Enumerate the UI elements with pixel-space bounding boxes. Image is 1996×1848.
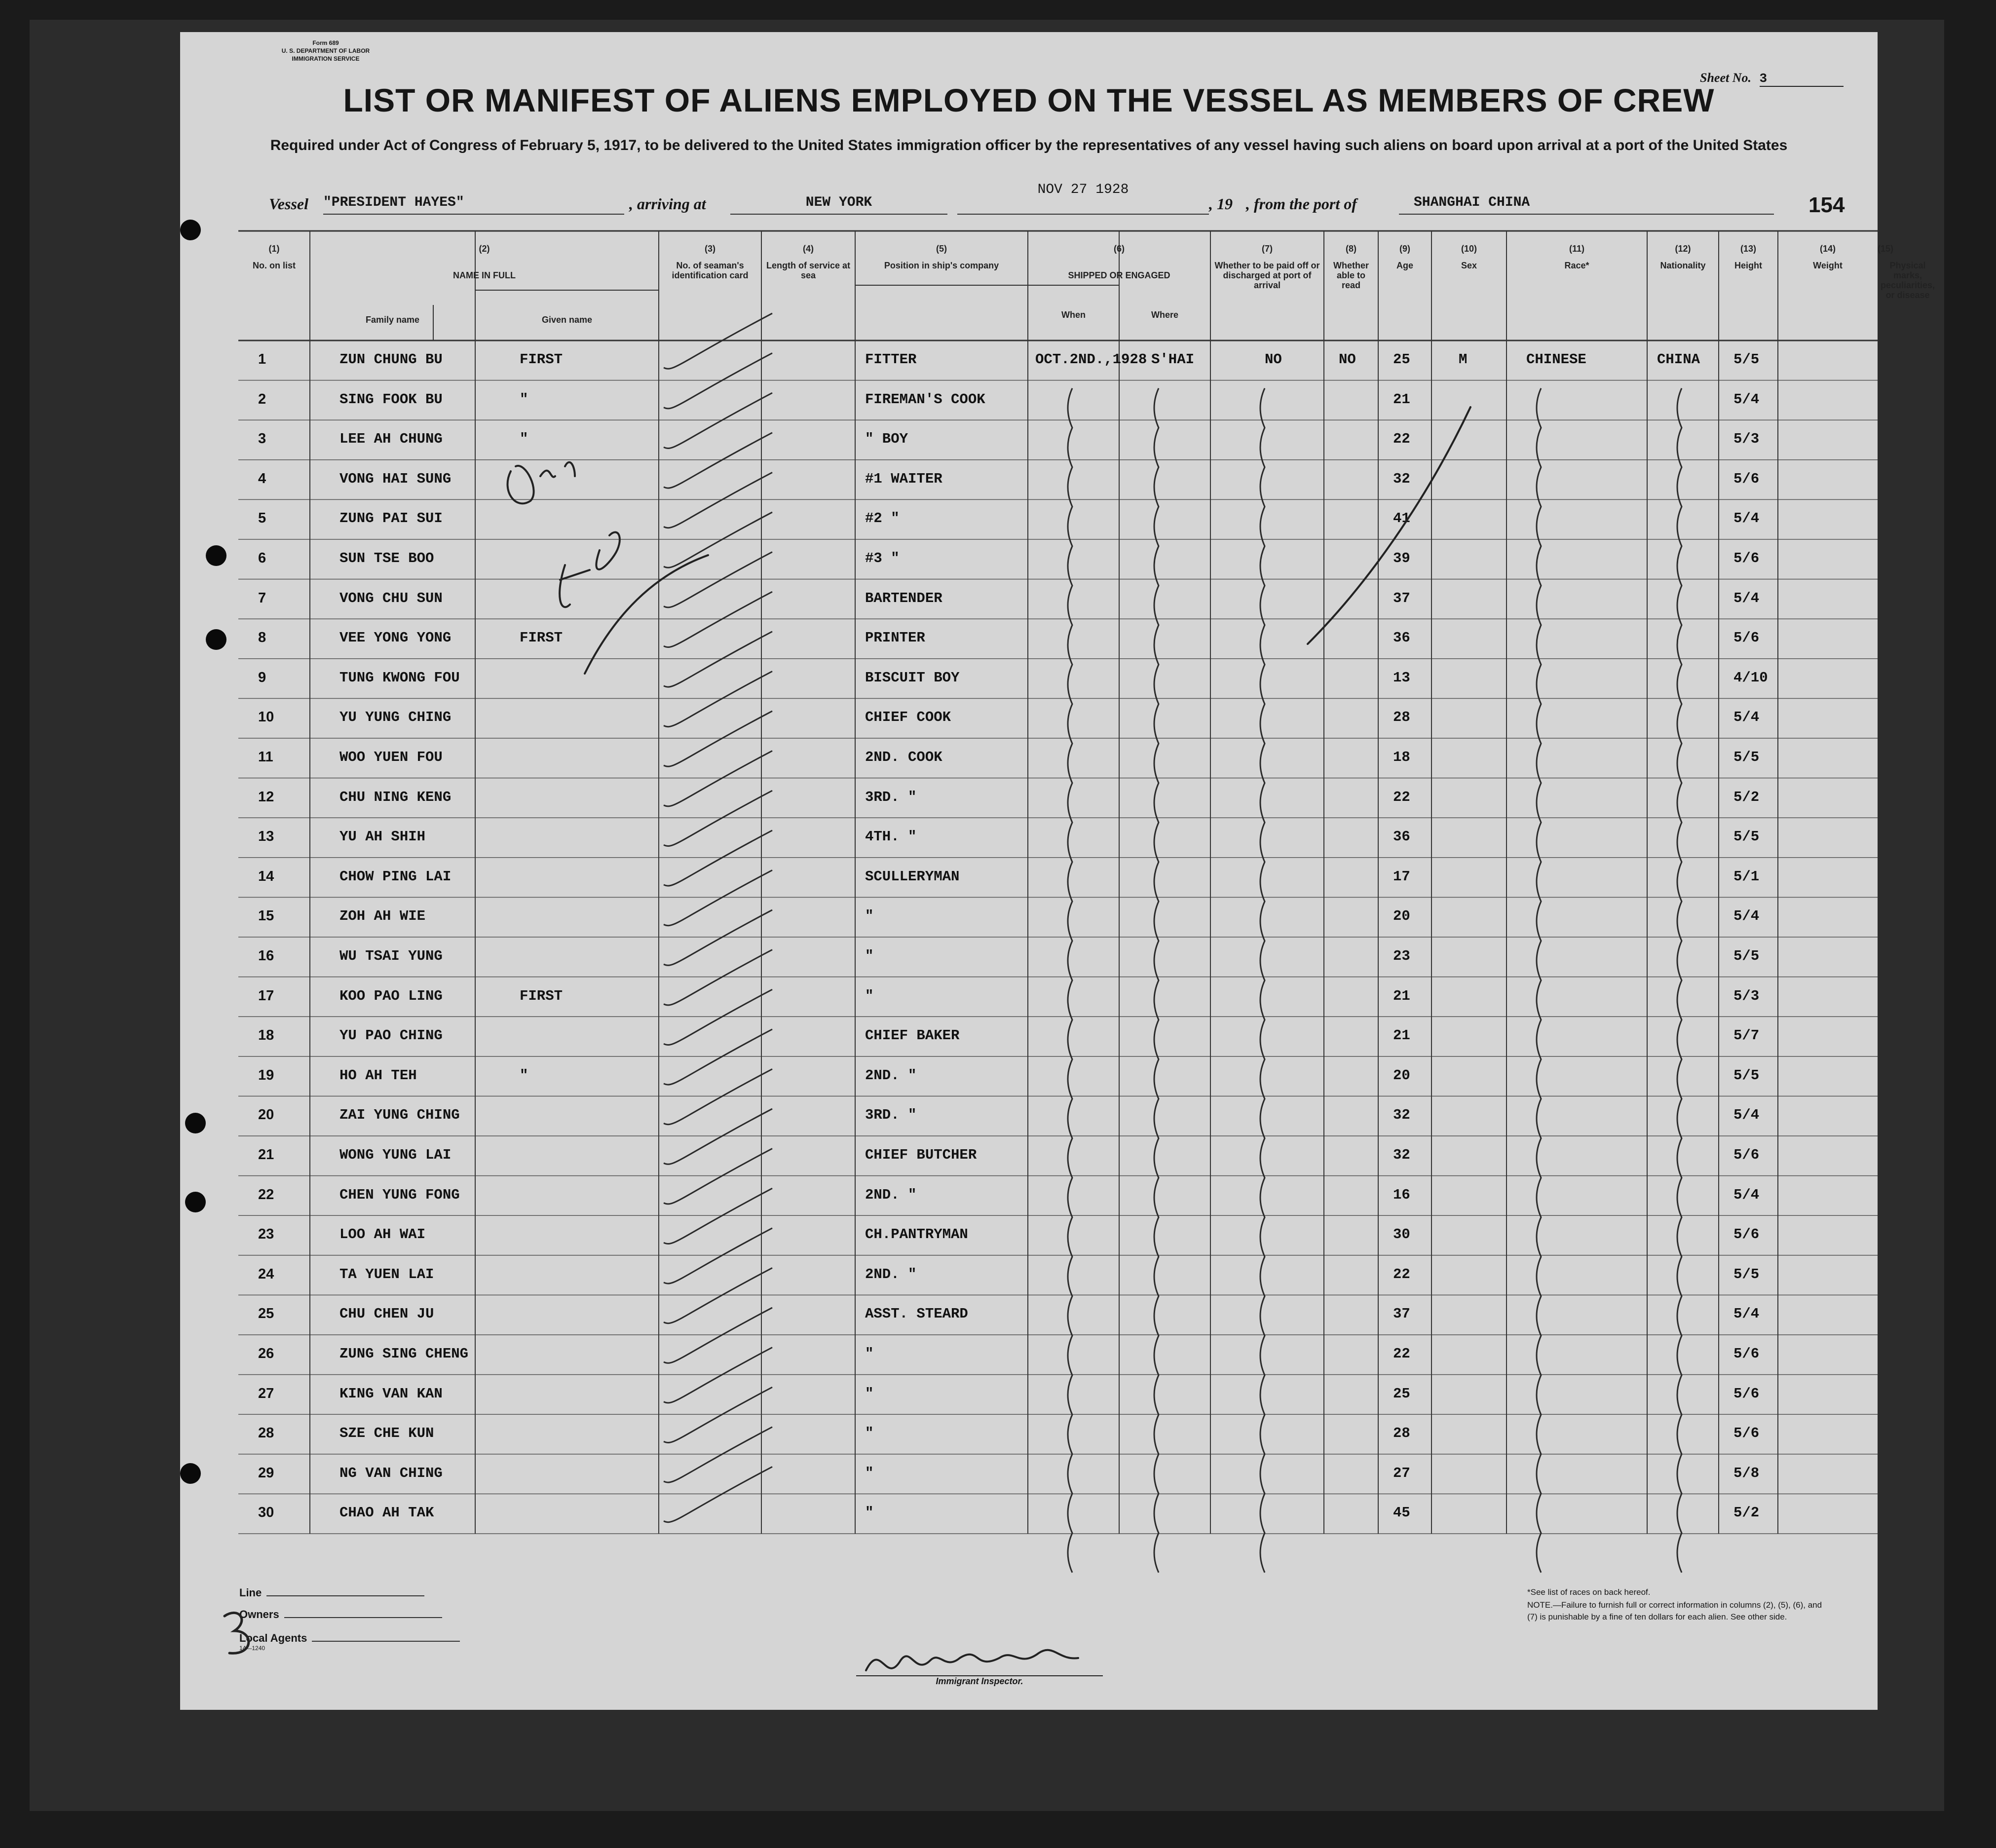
row-number: 3	[258, 431, 266, 447]
handwritten-marks	[180, 32, 1878, 1710]
height: 5/2	[1733, 789, 1760, 805]
family-name: TA YUEN LAI	[339, 1266, 434, 1282]
age: 28	[1393, 1425, 1410, 1442]
height: 5/5	[1733, 749, 1760, 765]
family-name: SZE CHE KUN	[339, 1425, 434, 1442]
sheet-number-label: Sheet No.	[1700, 71, 1751, 85]
note-races: *See list of races on back hereof.	[1527, 1587, 1651, 1597]
family-name: KING VAN KAN	[339, 1385, 443, 1402]
note-penalty: NOTE.—Failure to furnish full or correct information in columns (2), (5), (6), and (7) is punishable by a fine of ten dollars for each alien. See other side.	[1527, 1600, 1822, 1622]
row-number: 29	[258, 1465, 274, 1481]
pencil-scribble	[585, 555, 708, 674]
given-name: FIRST	[520, 351, 563, 368]
family-name: VONG HAI SUNG	[339, 470, 452, 487]
row-number: 7	[258, 590, 266, 606]
handwritten-annotation-taken	[560, 532, 620, 607]
height: 5/5	[1733, 1067, 1760, 1084]
column-header: Length of service at sea	[766, 261, 851, 280]
column-header: No. of seaman's identification card	[672, 261, 749, 280]
height: 5/4	[1733, 1186, 1760, 1203]
able-to-read: NO	[1339, 351, 1356, 368]
agents-label: Local Agents	[239, 1632, 307, 1644]
row-number: 1	[258, 351, 266, 367]
age: 17	[1393, 868, 1410, 885]
height: 5/6	[1733, 1147, 1760, 1163]
arriving-label: , arriving at	[629, 195, 706, 213]
punch-hole	[180, 220, 201, 240]
row-number: 11	[258, 749, 273, 765]
given-name: "	[520, 431, 528, 448]
age: 23	[1393, 948, 1410, 964]
row-number: 10	[258, 709, 274, 725]
position: "	[865, 1465, 874, 1481]
age: 18	[1393, 749, 1410, 765]
height: 5/4	[1733, 709, 1760, 726]
row-number: 15	[258, 908, 274, 924]
height: 5/4	[1733, 1107, 1760, 1124]
footer-line-field	[239, 1586, 424, 1599]
family-name: CHEN YUNG FONG	[339, 1186, 460, 1203]
position: 2ND. "	[865, 1266, 917, 1282]
height: 5/4	[1733, 510, 1760, 527]
height: 5/6	[1733, 550, 1760, 566]
height: 4/10	[1733, 669, 1768, 686]
position: "	[865, 908, 874, 925]
row-number: 13	[258, 829, 274, 845]
age: 21	[1393, 1027, 1410, 1044]
age: 32	[1393, 470, 1410, 487]
column-header: Position in ship's company	[884, 261, 999, 270]
family-name: WU TSAI YUNG	[339, 948, 443, 964]
row-number: 20	[258, 1107, 274, 1123]
row-number: 17	[258, 987, 274, 1004]
age: 22	[1393, 431, 1410, 448]
form-number: Form 689	[312, 39, 339, 46]
position: "	[865, 1505, 874, 1521]
height: 5/2	[1733, 1505, 1760, 1521]
family-name: LOO AH WAI	[339, 1226, 426, 1243]
column-number: (12)	[1675, 244, 1691, 254]
sex: M	[1459, 351, 1468, 368]
inspector-label: Immigrant Inspector.	[856, 1675, 1103, 1687]
manifest-sheet	[180, 32, 1935, 1710]
given-name: FIRST	[520, 630, 563, 646]
service-name: IMMIGRATION SERVICE	[292, 55, 360, 62]
age: 28	[1393, 709, 1410, 726]
column-subheader: When	[1061, 310, 1086, 320]
row-number: 27	[258, 1385, 274, 1401]
year-label: , 19	[1209, 195, 1233, 213]
column-header: No. on list	[253, 261, 296, 270]
family-name: LEE AH CHUNG	[339, 431, 443, 448]
sheet-number-value: 3	[1760, 71, 1844, 87]
height: 5/8	[1733, 1465, 1760, 1481]
height: 5/3	[1733, 987, 1760, 1004]
position: FITTER	[865, 351, 917, 368]
document-subtitle: Required under Act of Congress of February 5, 1917, to be delivered to the United States immigration officer by the representatives of any vessel having such aliens on board upon arrival at a port of the United States	[270, 137, 1788, 153]
position: CHIEF BAKER	[865, 1027, 960, 1044]
column-header: Whether able to read	[1333, 261, 1369, 290]
row-number: 8	[258, 630, 266, 646]
family-name: CHOW PING LAI	[339, 868, 452, 885]
document-title: LIST OR MANIFEST OF ALIENS EMPLOYED ON THE VESSEL AS MEMBERS OF CREW	[343, 82, 1715, 118]
column-header: SHIPPED OR ENGAGED	[1068, 270, 1170, 280]
column-number: (15)	[1878, 244, 1894, 254]
nationality: CHINA	[1657, 351, 1700, 368]
row-number: 26	[258, 1346, 274, 1361]
height: 5/4	[1733, 391, 1760, 408]
position: 4TH. "	[865, 829, 917, 845]
height: 5/6	[1733, 1425, 1760, 1442]
column-header: Sex	[1461, 261, 1477, 270]
age: 32	[1393, 1147, 1410, 1163]
row-number: 22	[258, 1186, 274, 1203]
height: 5/5	[1733, 829, 1760, 845]
family-name: ZOH AH WIE	[339, 908, 426, 925]
column-number: (3)	[705, 244, 716, 254]
family-name: VONG CHU SUN	[339, 590, 443, 606]
family-name: VEE YONG YONG	[339, 630, 452, 646]
given-name: FIRST	[520, 987, 563, 1004]
position: SCULLERYMAN	[865, 868, 960, 885]
family-name: ZUN CHUNG BU	[339, 351, 443, 368]
age: 16	[1393, 1186, 1410, 1203]
position: BISCUIT BOY	[865, 669, 960, 686]
position: 3RD. "	[865, 1107, 917, 1124]
punch-hole	[185, 1113, 206, 1133]
age: 39	[1393, 550, 1410, 566]
column-number: (4)	[803, 244, 814, 254]
row-number: 9	[258, 669, 266, 685]
age: 36	[1393, 829, 1410, 845]
date-stamp: NOV 27 1928	[1037, 182, 1129, 197]
height: 5/6	[1733, 1346, 1760, 1362]
position: #2 "	[865, 510, 900, 527]
position: PRINTER	[865, 630, 925, 646]
position: "	[865, 1385, 874, 1402]
position: " BOY	[865, 431, 908, 448]
row-number: 5	[258, 510, 266, 527]
position: BARTENDER	[865, 590, 942, 606]
height: 5/7	[1733, 1027, 1760, 1044]
punch-hole	[206, 545, 226, 566]
column-header: Physical marks, peculiarities, or disease	[1881, 261, 1935, 300]
punch-hole	[206, 629, 226, 650]
row-number: 19	[258, 1067, 274, 1083]
family-name: ZUNG SING CHENG	[339, 1346, 469, 1362]
family-name: YU YUNG CHING	[339, 709, 452, 726]
position: "	[865, 948, 874, 964]
family-name: WONG YUNG LAI	[339, 1147, 452, 1163]
position: 2ND. "	[865, 1186, 917, 1203]
given-name: "	[520, 1067, 528, 1084]
column-header: Race*	[1564, 261, 1589, 270]
column-number: (6)	[1114, 244, 1125, 254]
row-number: 21	[258, 1147, 274, 1163]
column-number: (10)	[1461, 244, 1477, 254]
position: CHIEF COOK	[865, 709, 951, 726]
family-name: ZAI YUNG CHING	[339, 1107, 460, 1124]
punch-hole	[180, 1463, 201, 1484]
height: 5/6	[1733, 1226, 1760, 1243]
from-port: SHANGHAI CHINA	[1399, 195, 1774, 215]
position: CH.PANTRYMAN	[865, 1226, 968, 1243]
footer-agents-field	[239, 1632, 460, 1652]
row-number: 4	[258, 470, 266, 487]
age: 21	[1393, 391, 1410, 408]
age: 22	[1393, 789, 1410, 805]
position: "	[865, 1425, 874, 1442]
family-name: TUNG KWONG FOU	[339, 669, 460, 686]
column-header: Nationality	[1660, 261, 1706, 270]
family-name: CHAO AH TAK	[339, 1505, 434, 1521]
age: 13	[1393, 669, 1410, 686]
row-number: 30	[258, 1505, 274, 1521]
column-number: (7)	[1262, 244, 1273, 254]
shipped-where: S'HAI	[1151, 351, 1195, 368]
column-header: Whether to be paid off or discharged at port of arrival	[1214, 261, 1320, 290]
height: 5/6	[1733, 630, 1760, 646]
vessel-label: Vessel	[269, 195, 308, 213]
row-number: 16	[258, 948, 274, 964]
height: 5/5	[1733, 948, 1760, 964]
height: 5/3	[1733, 431, 1760, 448]
position: #1 WAITER	[865, 470, 942, 487]
position: "	[865, 1346, 874, 1362]
column-number: (9)	[1399, 244, 1410, 254]
age: 20	[1393, 1067, 1410, 1084]
family-name: HO AH TEH	[339, 1067, 417, 1084]
age: 25	[1393, 1385, 1410, 1402]
shipped-when: OCT.2ND.,1928	[1035, 351, 1147, 368]
position: #3 "	[865, 550, 900, 566]
column-number: (8)	[1346, 244, 1356, 254]
row-number: 14	[258, 868, 274, 884]
age: 27	[1393, 1465, 1410, 1481]
family-name: YU AH SHIH	[339, 829, 426, 845]
column-subheader: Family name	[365, 315, 420, 325]
height: 5/4	[1733, 590, 1760, 606]
position: 3RD. "	[865, 789, 917, 805]
height: 5/4	[1733, 908, 1760, 925]
position: 2ND. COOK	[865, 749, 942, 765]
punch-hole	[185, 1192, 206, 1212]
column-header: NAME IN FULL	[453, 270, 516, 280]
family-name: SING FOOK BU	[339, 391, 443, 408]
vessel-name: "PRESIDENT HAYES"	[323, 195, 624, 215]
row-number: 2	[258, 391, 266, 407]
age: 37	[1393, 1306, 1410, 1322]
age: 45	[1393, 1505, 1410, 1521]
pencil-scribble	[1308, 407, 1470, 644]
family-name: NG VAN CHING	[339, 1465, 443, 1481]
position: ASST. STEARD	[865, 1306, 968, 1322]
column-header: Height	[1734, 261, 1762, 270]
column-number: (2)	[479, 244, 490, 254]
column-number: (14)	[1819, 244, 1836, 254]
row-number: 25	[258, 1306, 274, 1322]
age: 21	[1393, 987, 1410, 1004]
column-number: (1)	[268, 244, 280, 254]
column-number: (13)	[1740, 244, 1756, 254]
position: "	[865, 987, 874, 1004]
age: 36	[1393, 630, 1410, 646]
height: 5/4	[1733, 1306, 1760, 1322]
column-subheader: Where	[1151, 310, 1178, 320]
height: 5/5	[1733, 1266, 1760, 1282]
footer-owners-field	[239, 1608, 442, 1621]
height: 5/6	[1733, 470, 1760, 487]
family-name: CHU NING KENG	[339, 789, 452, 805]
age: 20	[1393, 908, 1410, 925]
height: 5/1	[1733, 868, 1760, 885]
row-number: 23	[258, 1226, 274, 1243]
row-number: 12	[258, 789, 274, 805]
row-number: 6	[258, 550, 266, 566]
position: 2ND. "	[865, 1067, 917, 1084]
manifest-footer	[215, 1586, 1843, 1710]
family-name: WOO YUEN FOU	[339, 749, 443, 765]
height: 5/6	[1733, 1385, 1760, 1402]
department-name: U. S. DEPARTMENT OF LABOR	[281, 47, 370, 54]
family-name: ZUNG PAI SUI	[339, 510, 443, 527]
owners-label: Owners	[239, 1608, 279, 1621]
column-header: Age	[1396, 261, 1413, 270]
column-subheader: Given name	[541, 315, 593, 325]
column-number: (11)	[1569, 244, 1585, 254]
age: 37	[1393, 590, 1410, 606]
row-number: 18	[258, 1027, 274, 1044]
given-name: "	[520, 391, 528, 408]
family-name: SUN TSE BOO	[339, 550, 434, 566]
family-name: CHU CHEN JU	[339, 1306, 434, 1322]
handwritten-annotation-done	[508, 462, 575, 504]
family-name: YU PAO CHING	[339, 1027, 443, 1044]
age: 41	[1393, 510, 1410, 527]
age: 30	[1393, 1226, 1410, 1243]
age: 22	[1393, 1346, 1410, 1362]
page-number: 154	[1808, 193, 1845, 217]
row-number: 28	[258, 1425, 274, 1441]
age: 22	[1393, 1266, 1410, 1282]
row-number: 24	[258, 1266, 274, 1282]
family-name: KOO PAO LING	[339, 987, 443, 1004]
from-port-label: , from the port of	[1246, 195, 1357, 213]
position: FIREMAN'S COOK	[865, 391, 985, 408]
age: 25	[1393, 351, 1410, 368]
column-number: (5)	[936, 244, 947, 254]
handwritten-number	[215, 1601, 254, 1660]
line-label: Line	[239, 1586, 262, 1599]
height: 5/5	[1733, 351, 1760, 368]
age: 32	[1393, 1107, 1410, 1124]
arriving-port: NEW YORK	[730, 195, 947, 215]
column-header: Weight	[1813, 261, 1843, 270]
agents-sub: 14—1240	[239, 1645, 265, 1652]
position: CHIEF BUTCHER	[865, 1147, 977, 1163]
race: CHINESE	[1526, 351, 1586, 368]
paid-off: NO	[1265, 351, 1282, 368]
